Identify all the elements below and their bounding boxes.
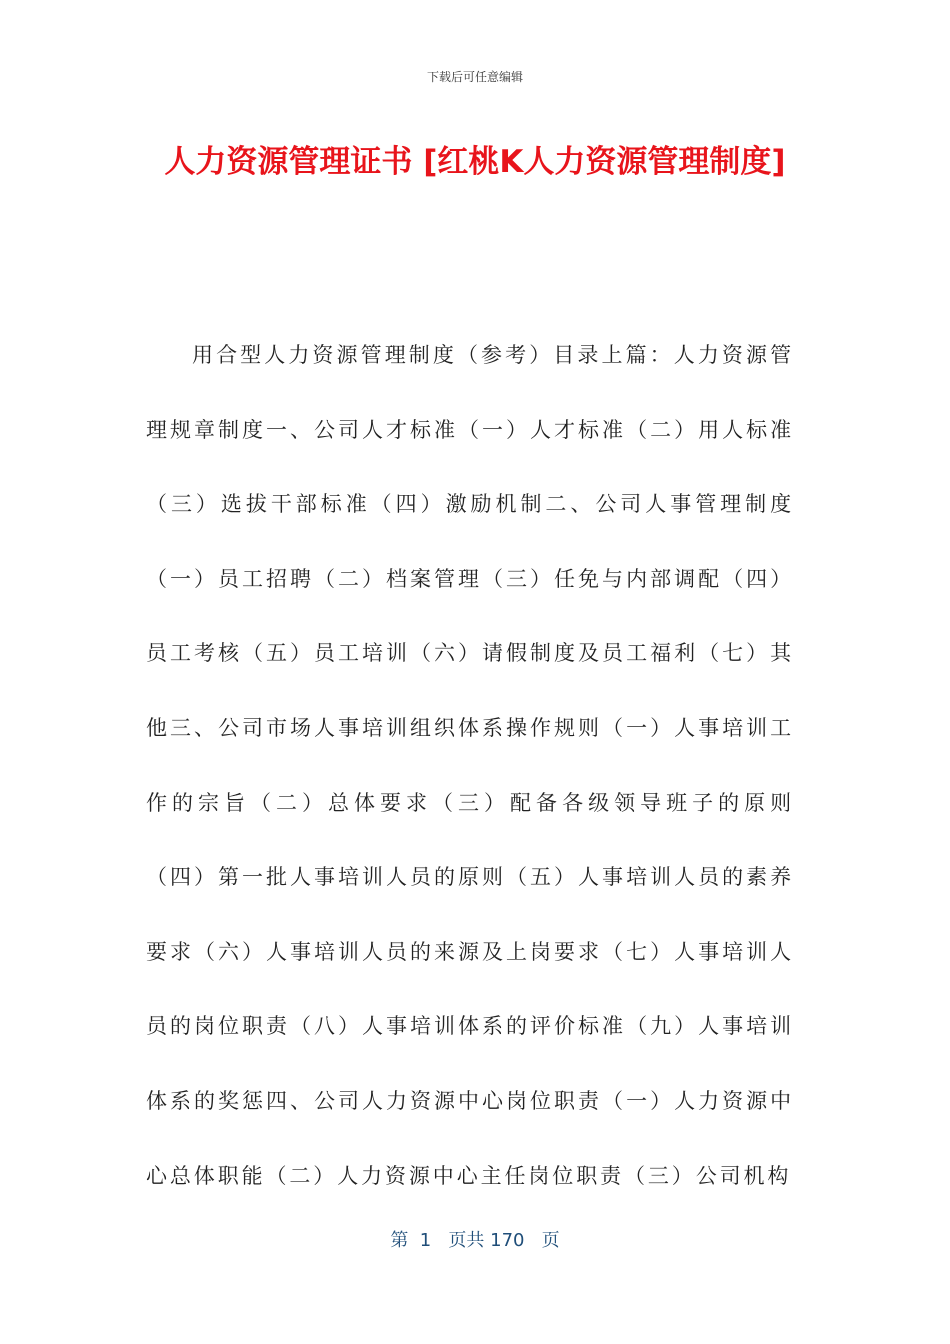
body-paragraph: 用合型人力资源管理制度（参考）目录上篇：人力资源管理规章制度一、公司人才标准（一）人才标准（二）用人标准（三）选拔干部标准（四）激励机制二、公司人事管理制度（一）员工招聘（二）档案管理（三）任免与内部调配（四）员工考核（五）员工培训（六）请假制度及员工福利（七）其他三、公司市场人事培训组织体系操作规则（一）人事培训工作的宗旨（二）总体要求（三）配备各级领导班子的原则（四）第一批人事培训人员的原则（五）人事培训人员的素养要求（六）人事培训人员的来源及上岗要求（七）人事培训人员的岗位职责（八）人事培训体系的评价标准（九）人事培训体系的奖惩四、公司人力资源中心岗位职责（一）人力资源中心总体职能（二）人力资源中心主任岗位职责（三）公司机构 — [146, 343, 794, 1188]
document-title: 人力资源管理证书 [红桃K人力资源管理制度] — [164, 144, 786, 180]
header-note: 下载后可任意编辑 — [426, 70, 523, 84]
page-footer: 第 1 页共 170 页 — [390, 1230, 560, 1251]
